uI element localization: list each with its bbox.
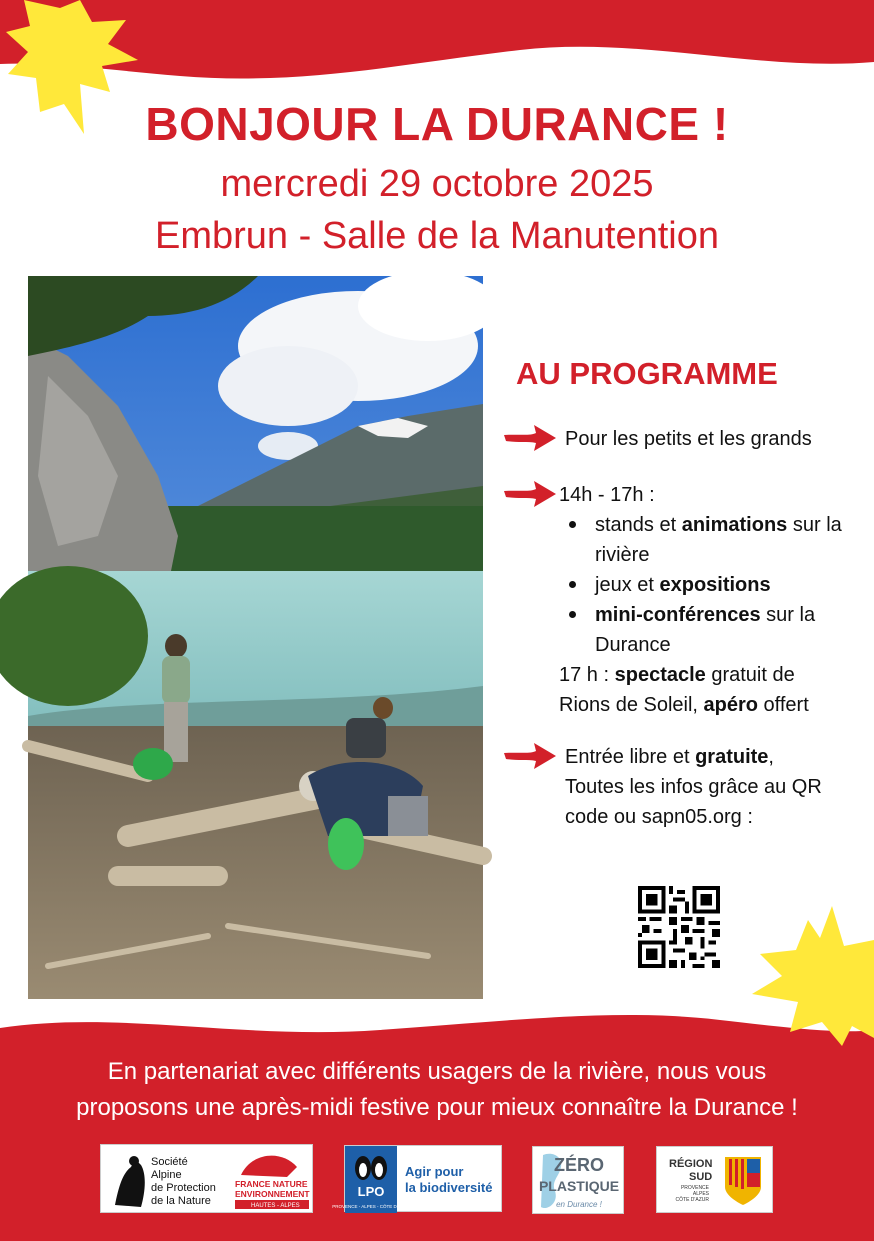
entry-info: Entrée libre et gratuite, Toutes les infos grâce au QR code ou sapn05.org : bbox=[565, 746, 822, 828]
list-item: stands et animations sur la rivière bbox=[559, 510, 859, 570]
program-schedule bbox=[559, 480, 859, 720]
svg-text:FRANCE NATURE: FRANCE NATURE bbox=[235, 1179, 308, 1189]
program-heading: AU PROGRAMME bbox=[516, 356, 778, 391]
svg-text:ZÉRO: ZÉRO bbox=[553, 1155, 605, 1175]
arrow-right-icon bbox=[504, 425, 556, 451]
event-place: Embrun - Salle de la Manutention bbox=[155, 215, 719, 257]
svg-text:HAUTES - ALPES: HAUTES - ALPES bbox=[251, 1203, 300, 1209]
logo-lpo bbox=[332, 1145, 502, 1212]
svg-text:la biodiversité: la biodiversité bbox=[405, 1180, 493, 1195]
svg-text:de Protection: de Protection bbox=[151, 1182, 216, 1194]
list-item: jeux et expositions bbox=[559, 570, 859, 600]
show-info: 17 h : spectacle gratuit de Rions de Soleil, apéro offert bbox=[559, 664, 809, 716]
sun-bottom-right-icon bbox=[752, 906, 874, 1046]
svg-text:PROVENCE: PROVENCE bbox=[680, 1185, 709, 1191]
svg-text:ALPES: ALPES bbox=[692, 1191, 709, 1197]
list-item: mini-conférences sur la Durance bbox=[559, 600, 859, 660]
svg-text:Alpine: Alpine bbox=[151, 1169, 182, 1181]
svg-text:de la Nature: de la Nature bbox=[151, 1195, 211, 1207]
svg-text:en Durance !: en Durance ! bbox=[556, 1200, 602, 1209]
logo-sapn-fne bbox=[100, 1144, 313, 1213]
arrow-right-icon bbox=[504, 481, 556, 507]
logo-region-sud bbox=[656, 1146, 773, 1213]
logo-zero-plastique bbox=[532, 1146, 624, 1214]
arrow-right-icon bbox=[504, 743, 556, 769]
event-date: mercredi 29 octobre 2025 bbox=[220, 163, 654, 205]
program-item-audience: Pour les petits et les grands bbox=[565, 428, 812, 450]
river-photo bbox=[28, 276, 483, 999]
time-range: 14h - 17h : bbox=[559, 484, 655, 506]
svg-text:CÔTE D'AZUR: CÔTE D'AZUR bbox=[675, 1197, 709, 1203]
svg-text:LPO: LPO bbox=[357, 1184, 385, 1199]
svg-text:RÉGION: RÉGION bbox=[669, 1158, 713, 1170]
qr-code[interactable] bbox=[638, 886, 720, 968]
header bbox=[0, 96, 874, 260]
activity-list bbox=[559, 510, 859, 660]
logo-sapn-text-1: Société bbox=[151, 1156, 188, 1168]
svg-text:PLASTIQUE: PLASTIQUE bbox=[538, 1178, 620, 1194]
svg-text:SUD: SUD bbox=[689, 1171, 713, 1183]
svg-text:Agir pour: Agir pour bbox=[405, 1164, 464, 1179]
svg-text:PROVENCE - ALPES - CÔTE D'AZUR: PROVENCE - ALPES - CÔTE D'AZUR bbox=[332, 1204, 410, 1209]
event-title: BONJOUR LA DURANCE ! bbox=[145, 98, 729, 150]
svg-text:ENVIRONNEMENT: ENVIRONNEMENT bbox=[235, 1189, 310, 1199]
partnership-text: En partenariat avec différents usagers de la rivière, nous vous proposons une après-midi festive pour mieux connaître la Durance ! bbox=[76, 1058, 798, 1121]
